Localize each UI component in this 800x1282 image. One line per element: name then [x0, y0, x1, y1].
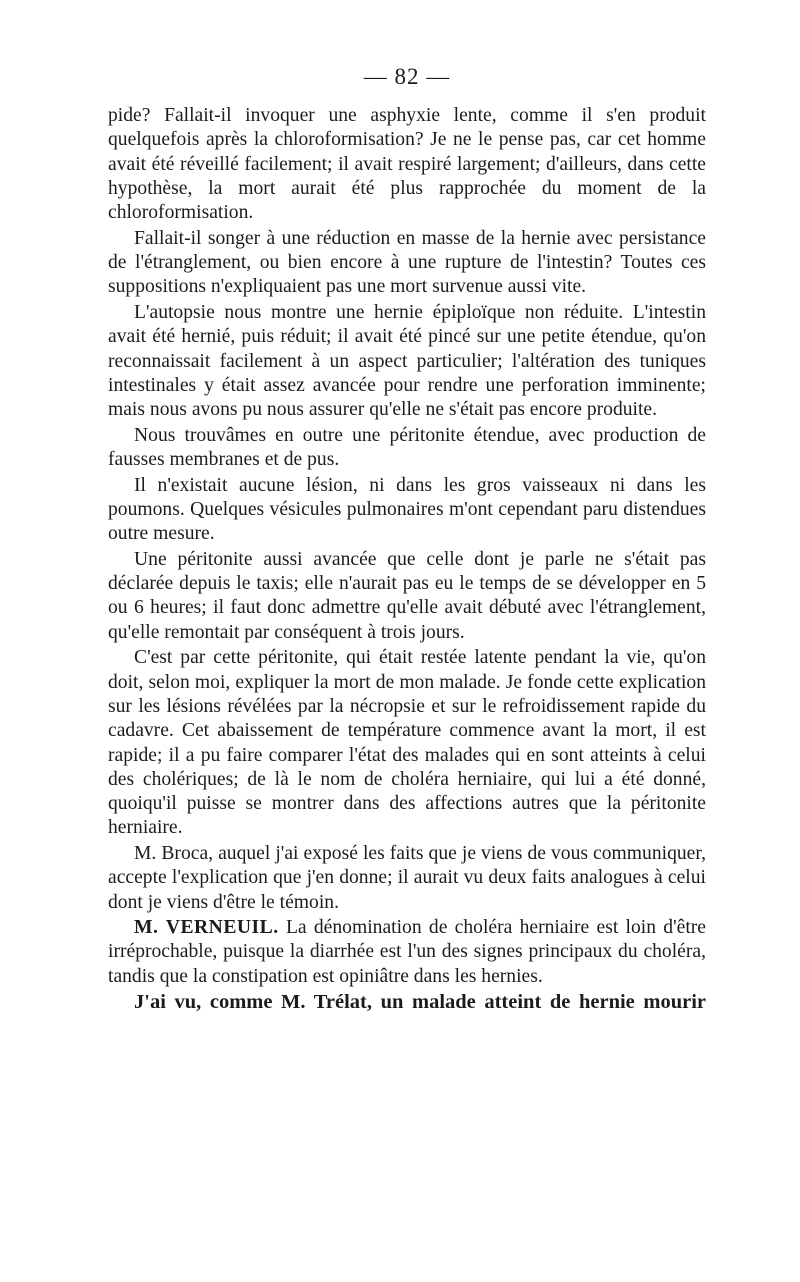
body-text [108, 104, 706, 1015]
paragraph-6: Une péritonite aussi avancée que celle dont je parle ne s'était pas déclarée depuis le taxis; elle n'aurait pas eu le temps de se développer en 5 ou 6 heures; il faut donc admettre qu'elle avait débuté avec l'étranglement, qu'elle remontait par conséquent à trois jours. [108, 548, 706, 643]
paragraph-3: L'autopsie nous montre une hernie épiploïque non réduite. L'intestin avait été hernié, puis réduit; il avait été pincé sur une petite étendue, qu'on reconnaissait facilement à un aspect particulier; l'altération des tuniques intestinales y était assez avancée pour rendre une perforation imminente; mais nous avons pu nous assurer qu'elle ne s'était pas encore produite. [108, 301, 706, 421]
paragraph-5: Il n'existait aucune lésion, ni dans les gros vaisseaux ni dans les poumons. Quelques vésicules pulmonaires m'ont cependant paru distendues outre mesure. [108, 474, 706, 545]
paragraph-2: Fallait-il songer à une réduction en masse de la hernie avec persistance de l'étranglement, ou bien encore à une rupture de l'intestin? Toutes ces suppositions n'expliquaient pas une mort survenue aussi vite. [108, 227, 706, 298]
paragraph-7: C'est par cette péritonite, qui était restée latente pendant la vie, qu'on doit, selon moi, expliquer la mort de mon malade. Je fonde cette explication sur les lésions révélées par la nécropsie et sur le refroidissement rapide du cadavre. Cet abaissement de température commence avant la mort, il est rapide; il a pu faire comparer l'état des malades qui en sont atteints à celui des cholériques; de là le nom de choléra herniaire, qui lui a été donné, quoiqu'il puisse se montrer dans des affections autres que la péritonite herniaire. [108, 647, 706, 839]
speaker-name: M. VERNEUIL. [134, 917, 279, 939]
paragraph-last-line: J'ai vu, comme M. Trélat, un malade atteint de hernie mourir [134, 991, 706, 1014]
paragraph-verneuil [108, 916, 706, 989]
paragraph-1: pide? Fallait-il invoquer une asphyxie lente, comme il s'en produit quelquefois après la chloroformisation? Je ne le pense pas, car cet homme avait été réveillé facilement; il avait respiré largement; d'ailleurs, dans cette hypothèse, la mort aurait été plus rapprochée du moment de la chloroformisation. [108, 105, 706, 224]
page-number: — 82 — [363, 64, 451, 89]
paragraph-8: M. Broca, auquel j'ai exposé les faits que je viens de vous communiquer, accepte l'explication que j'en donne; il aurait vu deux faits analogues à celui dont je viens d'être le témoin. [108, 842, 706, 913]
verneuil-text: La dénomination de choléra herniaire est loin d'être irréprochable, puisque la diarrhée est l'un des signes principaux du choléra, tandis que la constipation est opiniâtre dans les hernies. [108, 917, 706, 987]
paragraph-4: Nous trouvâmes en outre une péritonite étendue, avec production de fausses membranes et de pus. [108, 424, 706, 471]
